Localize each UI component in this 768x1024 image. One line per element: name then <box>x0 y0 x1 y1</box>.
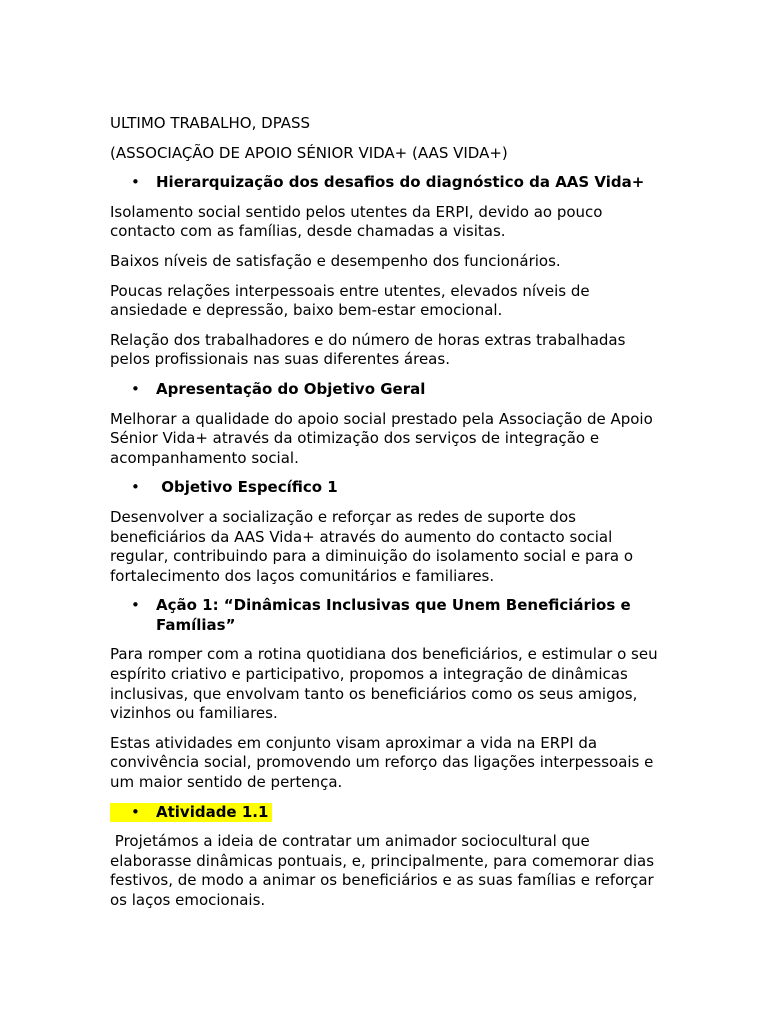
paragraph: Para romper com a rotina quotidiana dos beneficiários, e estimular o seu espírito criativo e participativo, propomos a integração de dinâmicas inclusivas, que envolvam tanto os beneficiários como os seus amigos, vizinhos ou familiares. <box>110 645 658 723</box>
paragraph: Poucas relações interpessoais entre utentes, elevados níveis de ansiedade e depressão, baixo bem-estar emocional. <box>110 281 590 320</box>
paragraph: Melhorar a qualidade do apoio social prestado pela Associação de Apoio Sénior Vida+ através da otimização dos serviços de integração e acompanhamento social. <box>110 409 653 467</box>
document-subtitle: (ASSOCIAÇÃO DE APOIO SÉNIOR VIDA+ (AAS VIDA+) <box>110 143 508 162</box>
section-heading-text: Hierarquização dos desafios do diagnóstico da AAS Vida+ <box>156 173 645 192</box>
bullet-marker: • <box>131 173 140 192</box>
paragraph: Baixos níveis de satisfação e desempenho dos funcionários. <box>110 251 561 270</box>
bullet-marker: • <box>131 478 140 497</box>
paragraph: Desenvolver a socialização e reforçar as redes de suporte dos beneficiários da AAS Vida+ através do aumento do contacto social regular, contribuindo para a diminuição do isolamento social e para o fortalecimento dos laços comunitários e familiares. <box>110 507 634 585</box>
paragraph: Isolamento social sentido pelos utentes da ERPI, devido ao pouco contacto com as famílias, desde chamadas a visitas. <box>110 202 603 241</box>
bullet-marker: • <box>131 379 140 398</box>
section-heading-action-1 <box>110 596 658 635</box>
section-heading-text: Objetivo Específico 1 <box>156 478 338 497</box>
section-heading-text: Apresentação do Objetivo Geral <box>156 379 426 398</box>
document-title: ULTIMO TRABALHO, DPASS <box>110 114 311 132</box>
section-heading-text: Atividade 1.1 <box>156 802 269 821</box>
bullet-marker: • <box>131 802 140 821</box>
bullet-marker: • <box>131 596 140 615</box>
section-heading-specific-objective <box>110 478 658 498</box>
document-body <box>110 114 658 921</box>
section-heading-challenges <box>110 173 658 193</box>
section-heading-activity-1-1 <box>110 803 658 823</box>
paragraph: Projetámos a ideia de contratar um animador sociocultural que elaborasse dinâmicas pontuais, e, principalmente, para comemorar dias festivos, de modo a animar os beneficiários e as suas famílias e reforçar os laços emocionais. <box>110 832 659 909</box>
section-heading-general-objective <box>110 380 658 400</box>
paragraph: Estas atividades em conjunto visam aproximar a vida na ERPI da convivência social, promovendo um reforço das ligações interpessoais e um maior sentido de pertença. <box>110 733 654 792</box>
section-heading-text: Ação 1: “Dinâmicas Inclusivas que Unem Beneficiários e Famílias” <box>156 596 631 634</box>
paragraph: Relação dos trabalhadores e do número de horas extras trabalhadas pelos profissionais nas suas diferentes áreas. <box>110 330 626 369</box>
highlight-box <box>110 803 272 823</box>
